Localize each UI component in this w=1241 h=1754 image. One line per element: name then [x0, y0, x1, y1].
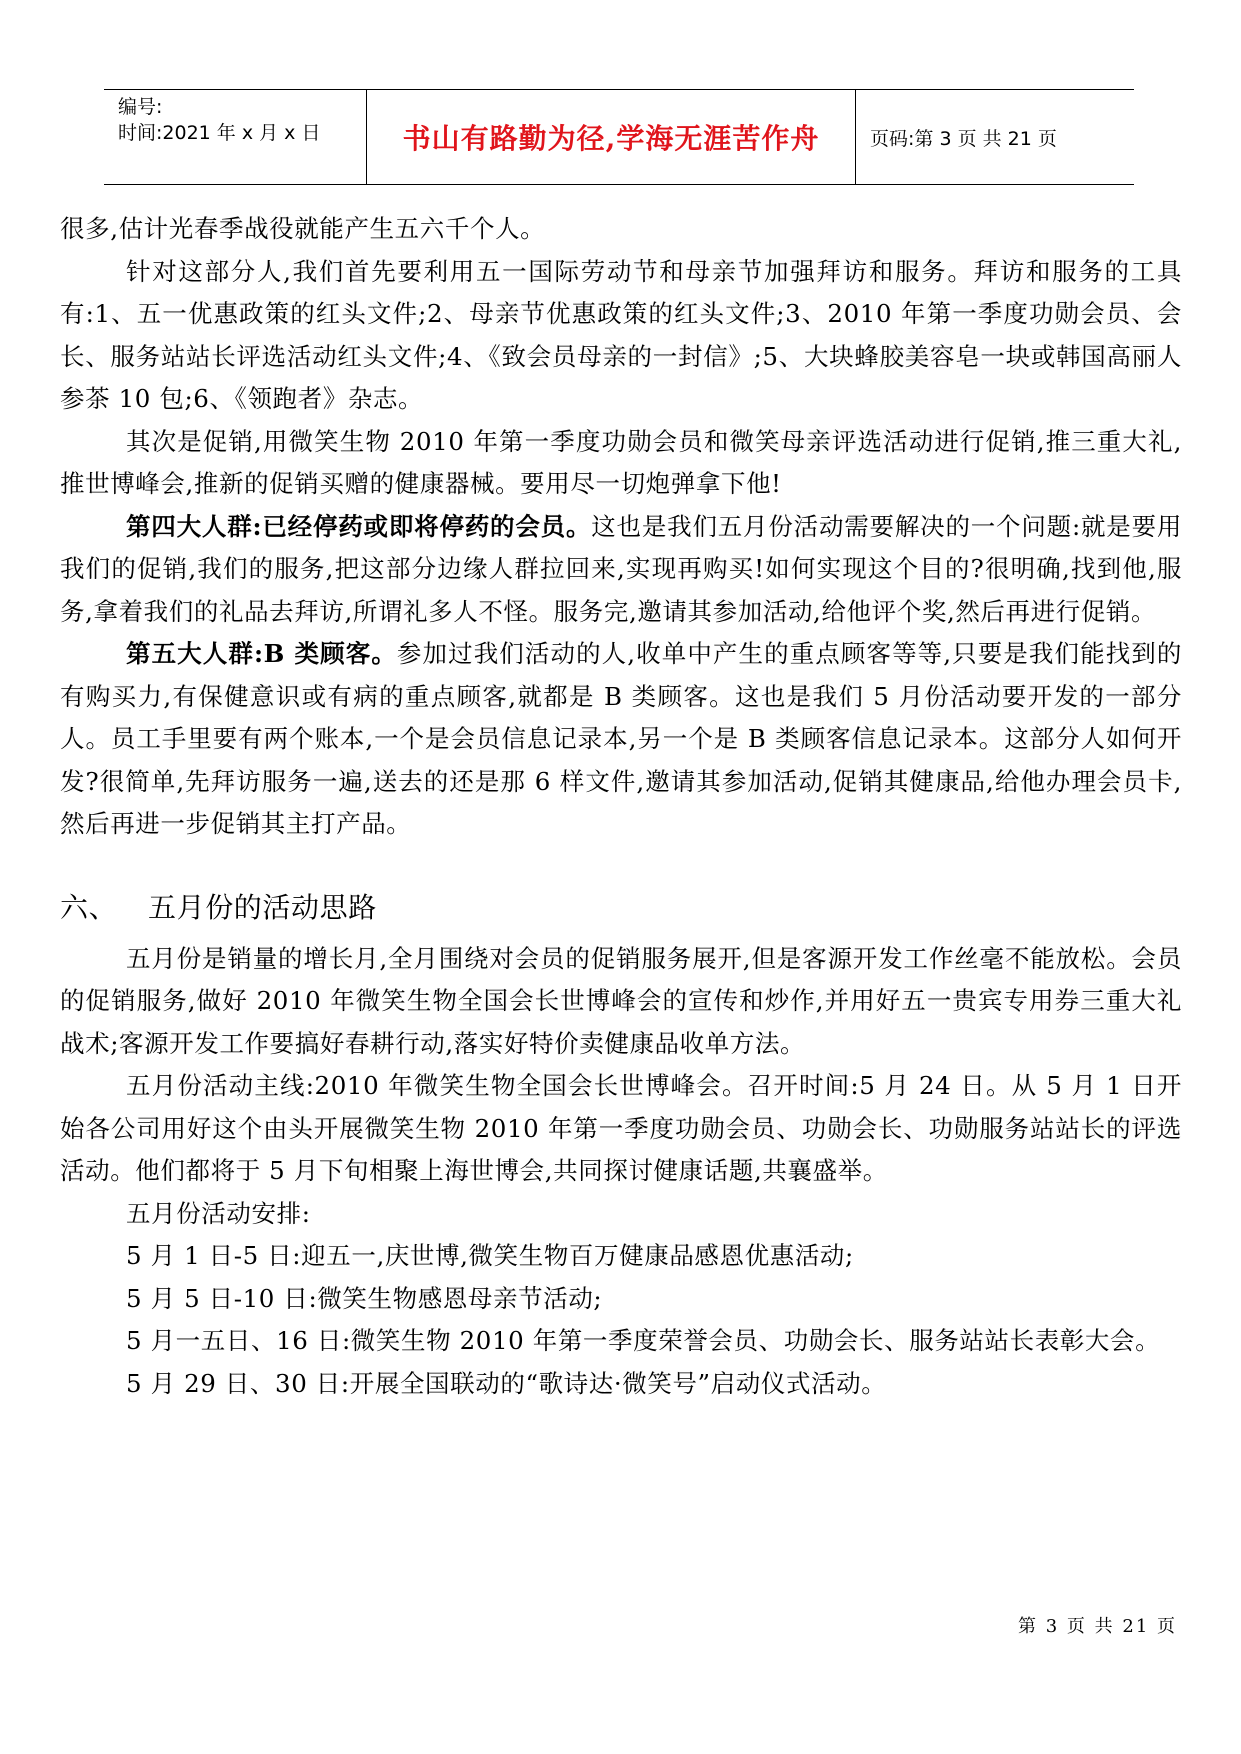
- document-number-label: 编号:: [118, 96, 163, 118]
- schedule-item: 5 月 5 日-10 日:微笑生物感恩母亲节活动;: [126, 1283, 603, 1313]
- schedule-item: 5 月 29 日、30 日:开展全国联动的“歌诗达·微笑号”启动仪式活动。: [126, 1368, 887, 1398]
- body-paragraph: 其次是促销,用微笑生物 2010 年第一季度功勋会员和微笑母亲评选活动进行促销,推三重大礼,推世博峰会,推新的促销买赠的健康器械。要用尽一切炮弹拿下他!: [60, 426, 1182, 498]
- paragraph-lead-bold: 第四大人群:已经停药或即将停药的会员。: [126, 511, 592, 541]
- page-footer: 第 3 页 共 21 页: [1018, 1616, 1177, 1637]
- section-title: 五月份的活动思路: [148, 890, 377, 924]
- header-info: [104, 90, 367, 184]
- body-paragraph: 针对这部分人,我们首先要利用五一国际劳动节和母亲节加强拜访和服务。拜访和服务的工具有:1、五一优惠政策的红头文件;2、母亲节优惠政策的红头文件;3、2010 年第一季度功勋会员、会长、服务站站长评选活动红头文件;4、《致会员母亲的一封信》;5、大块蜂胶美容皂一块或韩国高丽人参茶 10 包;6、《领跑者》杂志。: [60, 256, 1182, 413]
- document-time-label: 时间:2021 年 x 月 x 日: [118, 122, 321, 144]
- body-paragraph: 五月份是销量的增长月,全月围绕对会员的促销服务展开,但是客源开发工作丝毫不能放松。会员的促销服务,做好 2010 年微笑生物全国会长世博峰会的宣传和炒作,并用好五一贵宾专用券三重大礼战术;客源开发工作要搞好春耕行动,落实好特价卖健康品收单方法。: [60, 943, 1182, 1058]
- document-body: [60, 208, 1182, 1405]
- paragraph-text: 这也是我们五月份活动需要解决的一个问题:就是要用我们的促销,我们的服务,把这部分边缘人群拉回来,实现再购买!如何实现这个目的?很明确,找到他,服务,拿着我们的礼品去拜访,所谓礼多人不怪。服务完,邀请其参加活动,给他评个奖,然后再进行促销。: [60, 511, 1182, 626]
- section-number: 六、: [60, 890, 118, 924]
- paragraph-lead-bold: 第五大人群:B 类顾客。: [126, 639, 397, 668]
- body-paragraph: 很多,估计光春季战役就能产生五六千个人。: [60, 214, 546, 243]
- paragraph-text: 参加过我们活动的人,收单中产生的重点顾客等等,只要是我们能找到的有购买力,有保健意识或有病的重点顾客,就都是 B 类顾客。这也是我们 5 月份活动要开发的一部分人。员工手里要有两个账本,一个是会员信息记录本,另一个是 B 类顾客信息记录本。这部分人如何开发?很简单,先拜访服务一遍,送去的还是那 6 样文件,邀请其参加活动,促销其健康品,给他办理会员卡,然后再进一步促销其主打产品。: [60, 639, 1182, 838]
- body-paragraph: [60, 633, 1182, 846]
- page-header: [104, 89, 1134, 185]
- schedule-item: 5 月一五日、16 日:微笑生物 2010 年第一季度荣誉会员、功勋会长、服务站站长表彰大会。: [126, 1326, 1161, 1355]
- section-heading: [60, 886, 1182, 930]
- body-paragraph: 五月份活动安排:: [126, 1198, 311, 1228]
- body-paragraph: 五月份活动主线:2010 年微笑生物全国会长世博峰会。召开时间:5 月 24 日。从 5 月 1 日开始各公司用好这个由头开展微笑生物 2010 年第一季度功勋会员、功勋会长、功勋服务站站长的评选活动。他们都将于 5 月下旬相聚上海世博会,共同探讨健康话题,共襄盛举。: [60, 1071, 1182, 1185]
- schedule-item: 5 月 1 日-5 日:迎五一,庆世博,微笑生物百万健康品感恩优惠活动;: [126, 1241, 854, 1270]
- body-paragraph: [60, 506, 1182, 634]
- header-page-number: 页码:第 3 页 共 21 页: [870, 127, 1057, 150]
- header-motto: 书山有路勤为径,学海无涯苦作舟: [367, 90, 856, 184]
